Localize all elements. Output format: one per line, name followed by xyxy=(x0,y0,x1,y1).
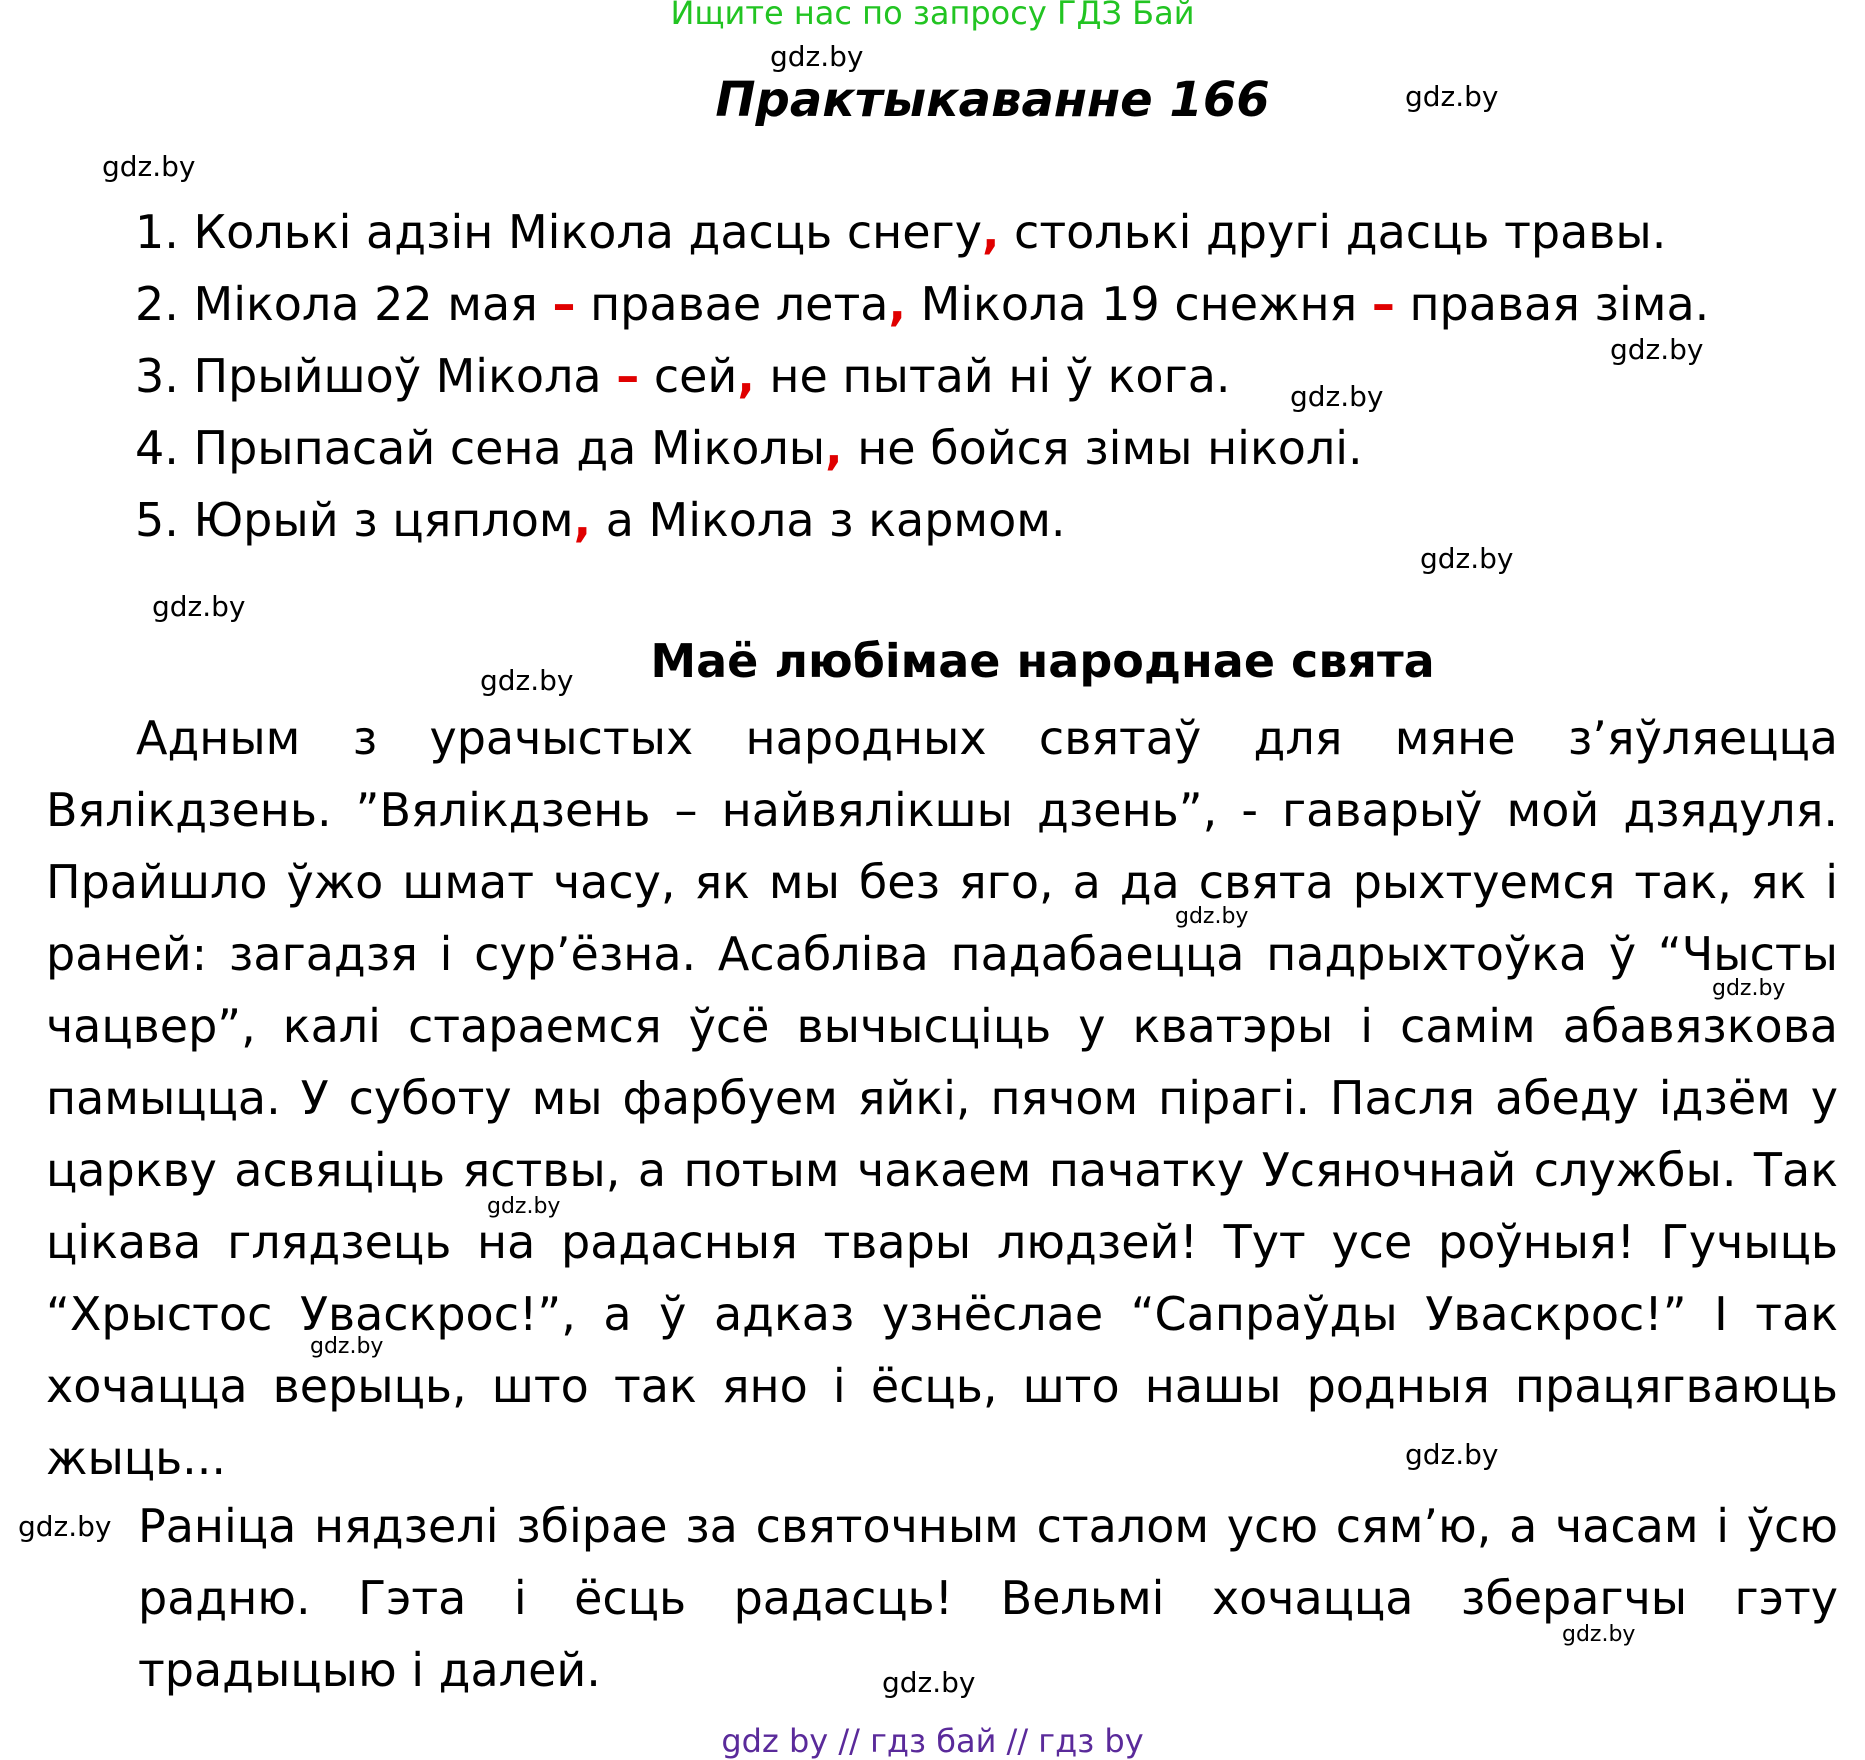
watermark: gdz.by xyxy=(1175,904,1249,929)
list-item: 4. Прыпасай сена да Міколы, не бойся зімы ніколі. xyxy=(135,421,1363,475)
watermark: gdz.by xyxy=(1562,1622,1636,1647)
search-banner: Ищите нас по запросу ГДЗ Бай xyxy=(670,0,1195,32)
watermark: gdz.by xyxy=(487,1194,561,1219)
watermark: gdz.by xyxy=(882,1666,976,1699)
watermark: gdz.by xyxy=(152,590,246,623)
watermark: gdz.by xyxy=(1712,976,1786,1001)
watermark: gdz.by xyxy=(1290,380,1384,413)
watermark: gdz.by xyxy=(1610,333,1704,366)
list-item: 2. Мікола 22 мая – правае лета, Мікола 19 снежня – правая зіма. xyxy=(135,277,1710,331)
footer-links: gdz by // гдз бай // гдз by xyxy=(721,1722,1144,1760)
essay-paragraph: Адным з урачыстых народных святаў для мяне з’яўляецца Вялікдзень. ”Вялікдзень – найвялікшы дзень”, - гаварыў мой дзядуля. Прайшло ўжо шмат часу, як мы без яго, а да свята рыхтуемся так, як і раней: загадзя і сур’ёзна. Асабліва падабаецца падрыхтоўка ў “Чысты чацвер”, калі стараемся ўсё вычысціць у кватэры і самім абавязкова памыцца. У суботу мы фарбуем яйкі, пячом пірагі. Пасля абеду ідзём у царкву асвяціць яствы, а потым чакаем пачатку Усяночнай службы. Так цікава глядзець на радасныя твары людзей! Тут усе роўныя! Гучыць “Хрыстос Уваскрос!”, а ў адказ узнёслае “Сапраўды Уваскрос!” І так хочацца верыць, што так яно і ёсць, што нашы родныя працягваюць жыць... xyxy=(46,711,1838,1485)
watermark: gdz.by xyxy=(1405,80,1499,113)
page-title: Практыкаванне 166 xyxy=(715,72,1270,128)
watermark: gdz.by xyxy=(102,150,196,183)
list-item: 5. Юрый з цяплом, а Мікола з кармом. xyxy=(135,493,1066,547)
watermark: gdz.by xyxy=(770,40,864,73)
watermark: gdz.by xyxy=(1405,1438,1499,1471)
watermark: gdz.by xyxy=(18,1510,112,1543)
watermark: gdz.by xyxy=(480,664,574,697)
essay-title: Маё любімае народнае свята xyxy=(650,634,1435,688)
list-item: 3. Прыйшоў Мікола – сей, не пытай ні ў кога. xyxy=(135,349,1231,403)
watermark: gdz.by xyxy=(310,1334,384,1359)
watermark: gdz.by xyxy=(1420,542,1514,575)
list-item: 1. Колькі адзін Мікола дасць снегу, столькі другі дасць травы. xyxy=(135,205,1667,259)
essay-paragraph: Раніца нядзелі збірае за святочным сталом усю сям’ю, а часам і ўсю радню. Гэта і ёсць радасць! Вельмі хочацца зберагчы гэту традыцыю і далей. xyxy=(138,1499,1838,1697)
